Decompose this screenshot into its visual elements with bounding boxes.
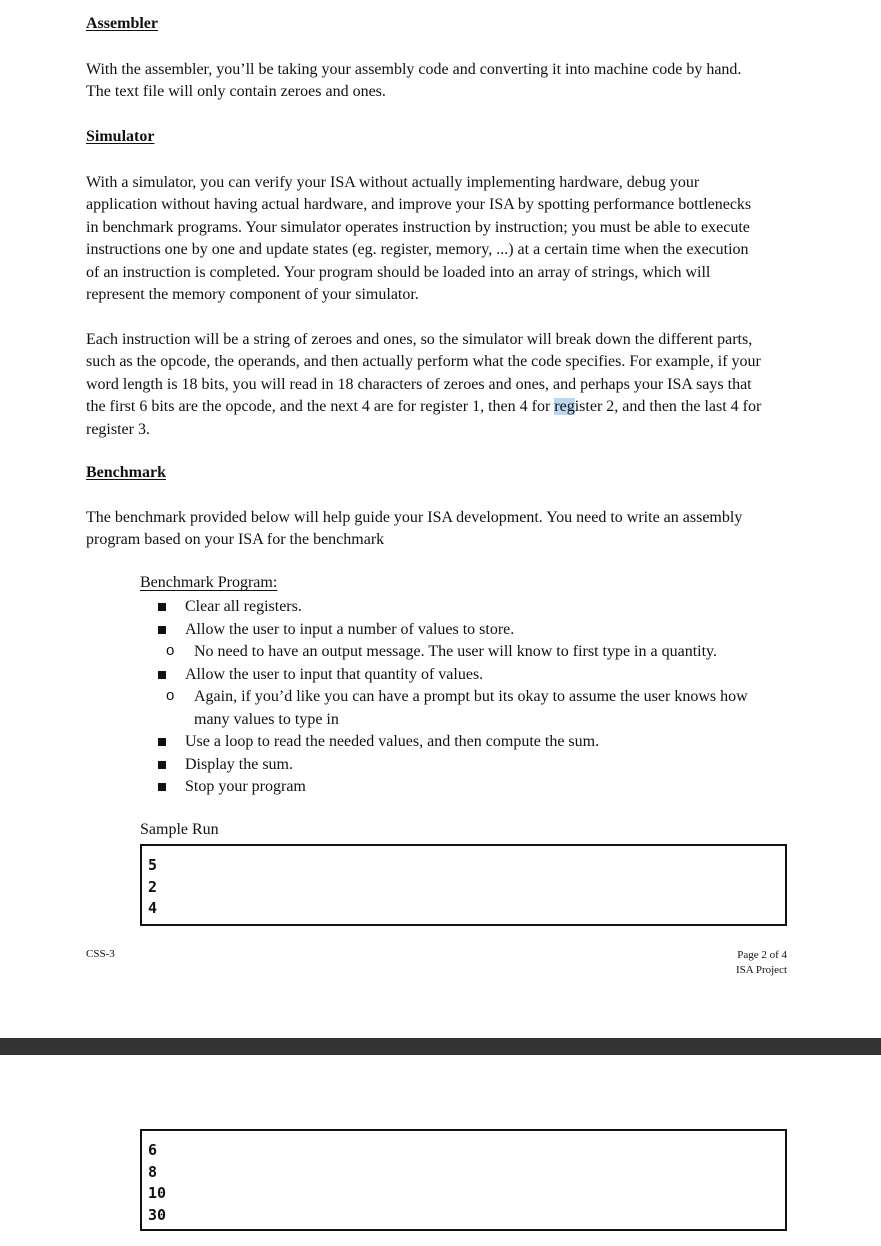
simulator-p2-line-4-end: ister 2, and then the last 4 for	[574, 398, 762, 416]
assembler-line-1: With the assembler, you’ll be taking your assembly code and converting it into machine code by hand.	[86, 61, 742, 78]
benchmark-paragraph	[86, 507, 798, 552]
simulator-p1-line: application without having actual hardware, and improve your ISA by spotting performance bottlenecks	[86, 196, 752, 214]
benchmark-line-2: program based on your ISA for the benchmark	[86, 531, 385, 549]
sample-run-line: 8	[148, 1162, 158, 1181]
list-item-continuation: many values to type in	[194, 711, 339, 728]
assembler-paragraph	[86, 59, 798, 104]
sample-run-line: 2	[148, 877, 158, 896]
benchmark-program-title: Benchmark Program:	[140, 574, 278, 591]
sample-run-line: 30	[148, 1205, 167, 1224]
list-item: Again, if you’d like you can have a prompt but its okay to assume the user knows how	[194, 688, 748, 705]
simulator-p1-line: of an instruction is completed. Your program should be loaded into an array of strings, which will	[86, 263, 711, 281]
sample-run-line: 4	[148, 899, 158, 917]
sample-run-line: 5	[148, 856, 158, 874]
square-bullet-icon	[158, 626, 166, 634]
list-item: No need to have an output message. The user will know to first type in a quantity.	[194, 643, 717, 660]
list-item: Use a loop to read the needed values, and then compute the sum.	[185, 733, 600, 750]
list-item: Allow the user to input a number of values to store.	[185, 621, 515, 638]
simulator-heading: Simulator	[86, 128, 155, 145]
list-item: Clear all registers.	[185, 598, 302, 615]
list-item: Display the sum.	[185, 756, 293, 773]
simulator-paragraph-1	[86, 172, 798, 306]
footer-page-number: Page 2 of 4	[737, 949, 787, 961]
sample-run-box-2	[140, 1129, 787, 1231]
list-item: Stop your program	[185, 778, 306, 795]
square-bullet-icon	[158, 738, 166, 746]
list-item: Allow the user to input that quantity of values.	[185, 666, 484, 683]
sample-run-line: 10	[148, 1184, 167, 1202]
footer-project-name: ISA Project	[735, 964, 787, 976]
page-separator	[0, 1038, 881, 1055]
footer-page-info	[736, 948, 787, 978]
simulator-p2-line: Each instruction will be a string of zeroes and ones, so the simulator will break down the different parts,	[86, 331, 753, 348]
sample-run-label: Sample Run	[140, 821, 219, 838]
sample-run-line: 6	[148, 1141, 158, 1159]
assembler-heading: Assembler	[86, 15, 158, 32]
simulator-p2-line: such as the opcode, the operands, and then actually perform what the code specifies. For example, if your	[86, 353, 761, 371]
circle-bullet-icon: o	[166, 687, 175, 704]
simulator-p2-line: word length is 18 bits, you will read in 18 characters of zeroes and ones, and perhaps your ISA says that	[86, 375, 752, 393]
simulator-p1-line: in benchmark programs. Your simulator operates instruction by instruction; you must be able to execute	[86, 218, 750, 236]
text-selection-highlight: reg	[554, 398, 575, 416]
simulator-p1-line: With a simulator, you can verify your ISA without actually implementing hardware, debug your	[86, 174, 700, 191]
square-bullet-icon	[158, 761, 166, 769]
circle-bullet-icon: o	[166, 642, 175, 659]
simulator-p2-line-5: register 3.	[86, 420, 150, 438]
footer-course-code: CSS-3	[86, 948, 115, 960]
simulator-p1-line: instructions one by one and update states (eg. register, memory, ...) at a certain time when the execution	[86, 241, 749, 259]
assembler-line-2: The text file will only contain zeroes and ones.	[86, 83, 386, 101]
benchmark-line-1: The benchmark provided below will help guide your ISA development. You need to write an assembly	[86, 509, 743, 526]
benchmark-heading: Benchmark	[86, 464, 166, 481]
simulator-p2-line-4-start: the first 6 bits are the opcode, and the next 4 are for register 1, then 4 for	[86, 398, 555, 416]
simulator-paragraph-2	[86, 329, 798, 441]
sample-run-box-1	[140, 844, 787, 926]
simulator-p1-line: represent the memory component of your simulator.	[86, 286, 419, 304]
square-bullet-icon	[158, 671, 166, 679]
square-bullet-icon	[158, 603, 166, 611]
square-bullet-icon	[158, 783, 166, 791]
